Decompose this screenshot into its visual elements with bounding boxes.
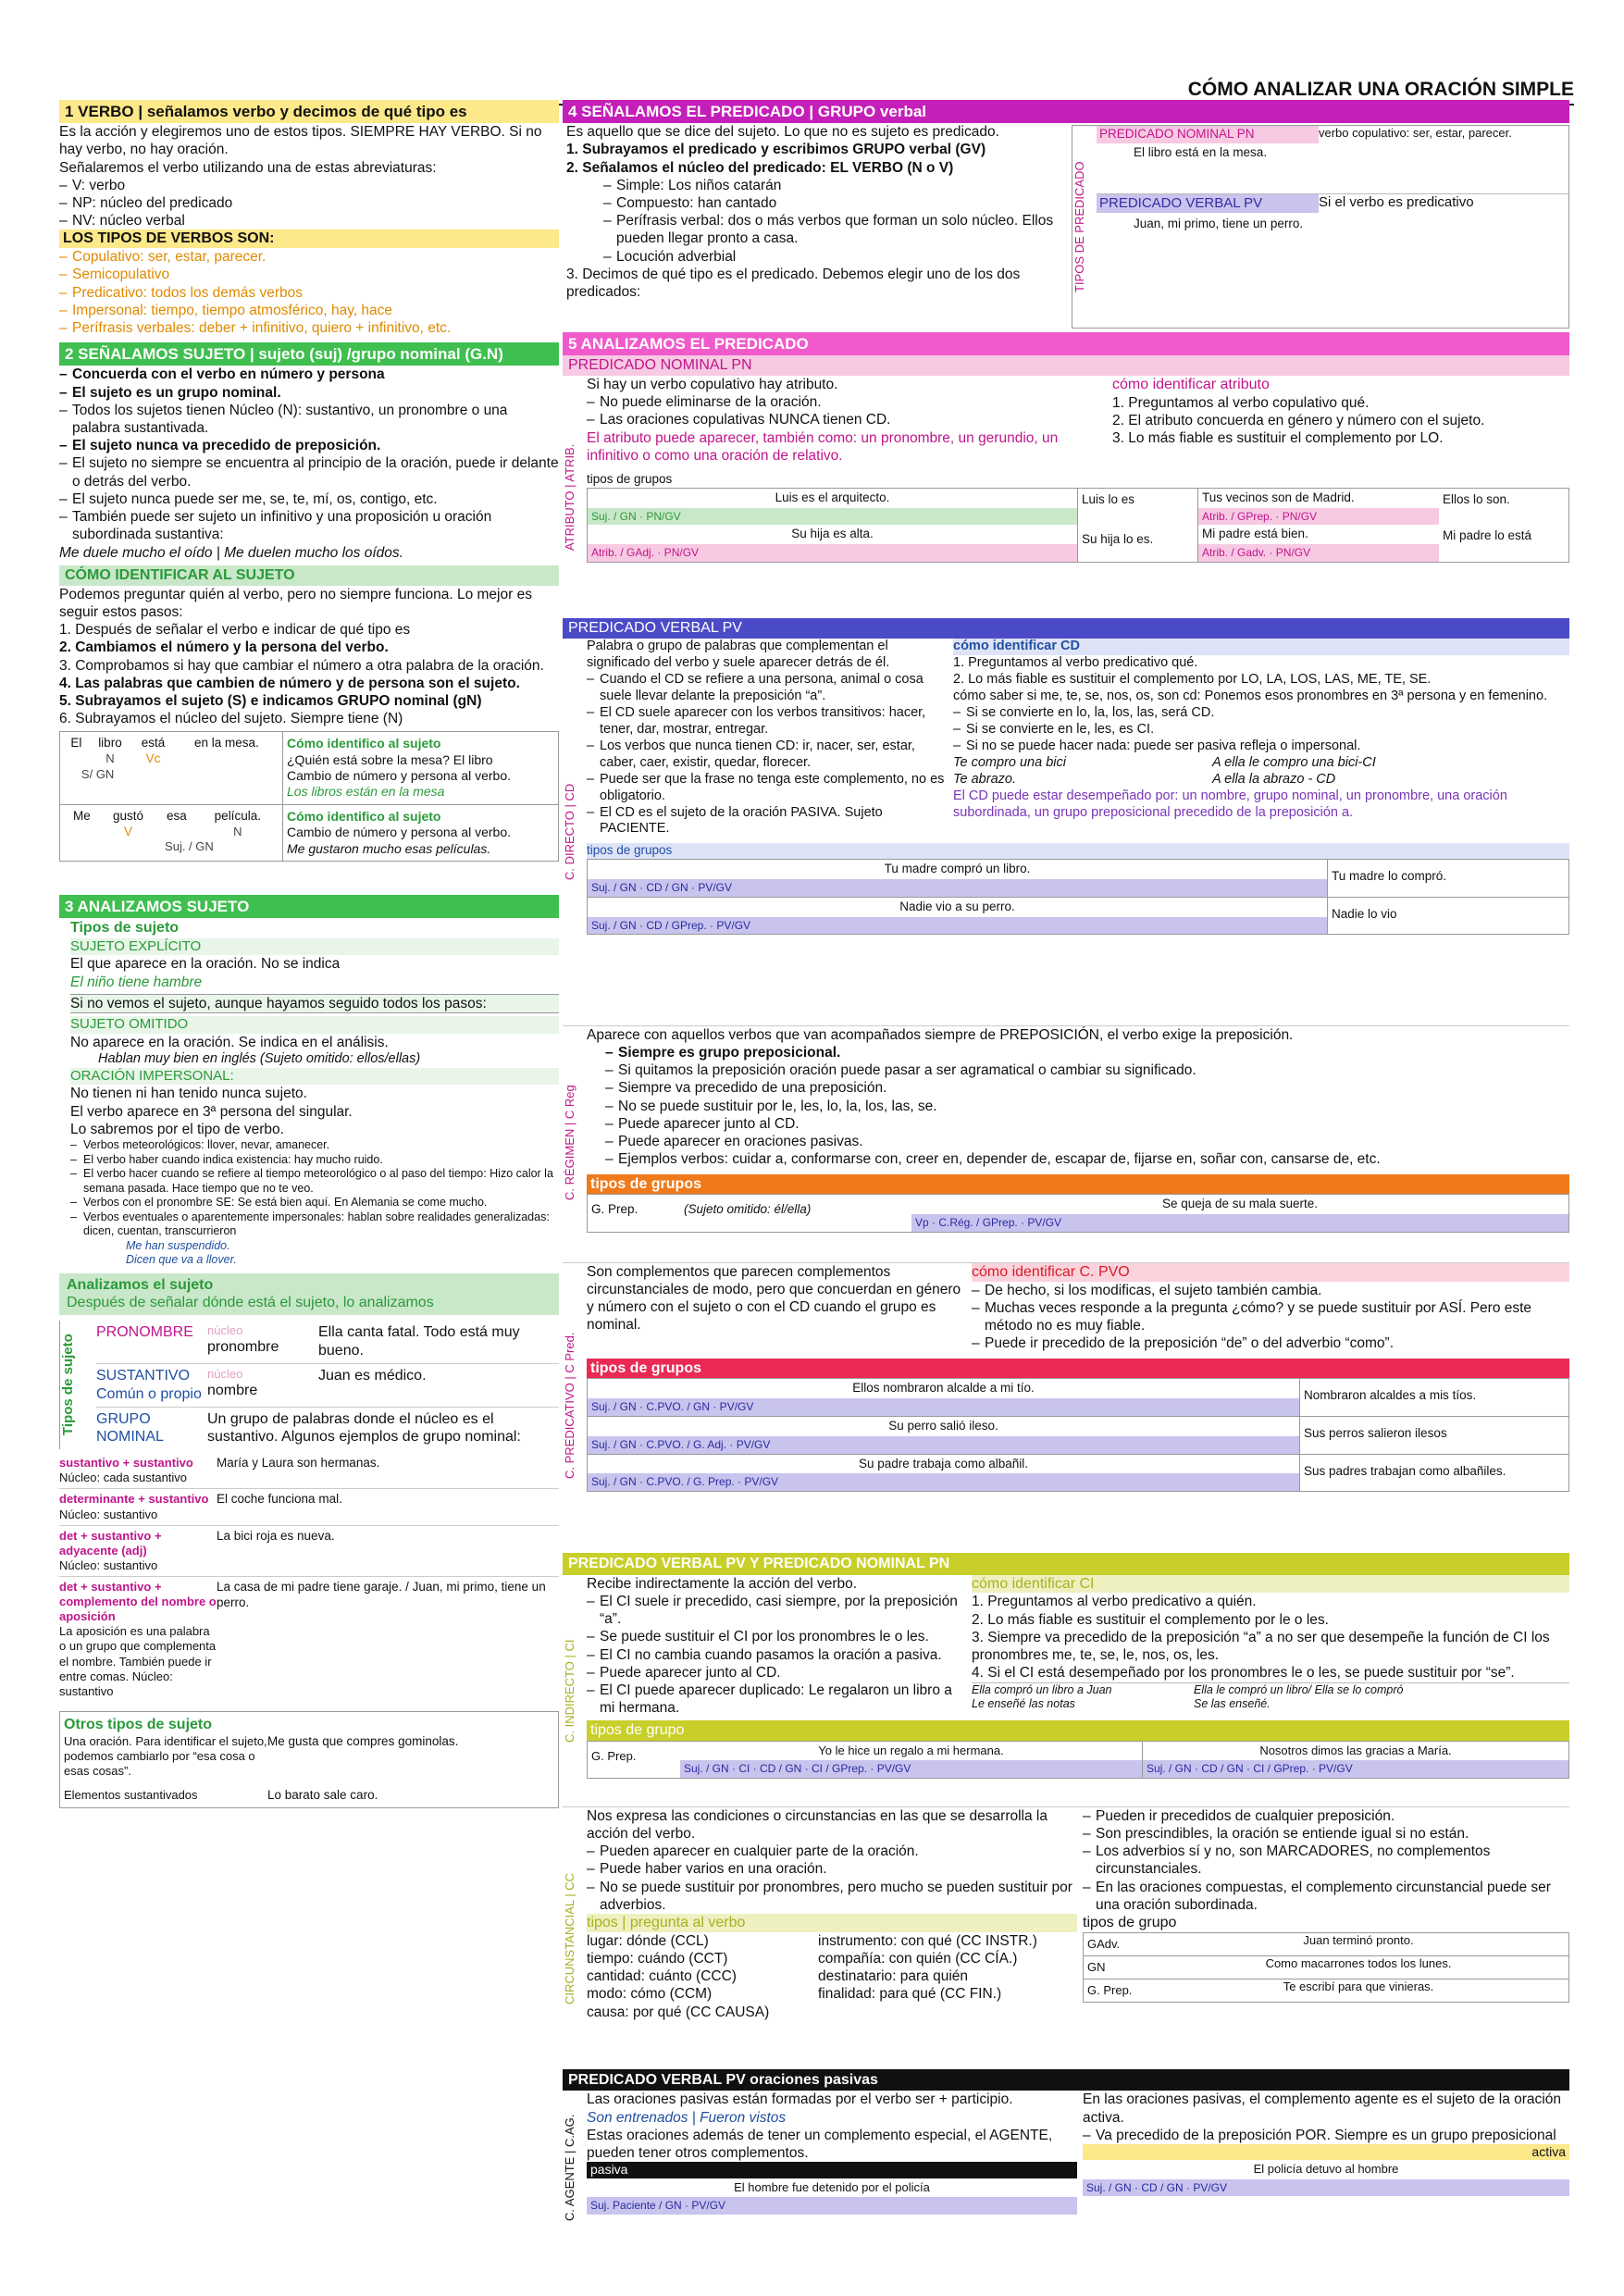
side-label: CIRCUNSTANCIAL | CC bbox=[563, 1872, 576, 2004]
pred-how: cómo identificar C. PVO bbox=[972, 1263, 1569, 1282]
ci-rule: – Puede aparecer junto al CD. bbox=[587, 1664, 966, 1682]
verb-kind: – Compuesto: han cantado bbox=[603, 194, 1068, 212]
cc-rule: – Pueden aparecer en cualquier parte de la oración. bbox=[587, 1843, 1077, 1860]
s3-header: 3 ANALIZAMOS SUJETO bbox=[59, 895, 559, 918]
question: Cambio de número y persona al verbo. bbox=[287, 825, 512, 840]
passive-bar: PREDICADO VERBAL PV oraciones pasivas bbox=[563, 2069, 1569, 2091]
tag: Vc bbox=[145, 751, 161, 766]
ci-example: Le enseñé las notas bbox=[972, 1697, 1075, 1711]
ci-step: 3. Siempre va precedido de la preposición “a” a no ser que desempeñe la función de CI los pronombres me, te, se, le, nos, os, les. bbox=[972, 1629, 1550, 1664]
atrib-sub: Ellos lo son. bbox=[1443, 491, 1510, 506]
ci-example: Ella compró un libro a Juan bbox=[972, 1682, 1112, 1696]
cd-note: cómo saber si me, te, se, nos, os, son cd: Ponemos esos pronombres en 3ª persona y en femenino. bbox=[953, 688, 1548, 703]
step: 1. Después de señalar el verbo e indicar de qué tipo es bbox=[59, 622, 411, 639]
omitted-example: Hablan muy bien en inglés (Sujeto omitido: ellos/ellas) bbox=[98, 1050, 421, 1066]
omitted-title: SUJETO OMITIDO bbox=[70, 1016, 559, 1034]
identify-subject-header: CÓMO IDENTIFICAR AL SUJETO bbox=[59, 565, 559, 586]
other-subject-box bbox=[59, 1711, 559, 1808]
pv-title: PREDICADO VERBAL PV bbox=[1097, 194, 1319, 214]
cc-rule: – Son prescindibles, la oración se entiende igual si no están. bbox=[1083, 1825, 1569, 1843]
impersonal-desc: No tienen ni han tenido nunca sujeto. bbox=[70, 1086, 307, 1102]
word: esa bbox=[166, 808, 187, 823]
step: 3. Comprobamos si hay que cambiar el número a otra palabra de la oración. bbox=[59, 657, 544, 674]
cc-type: lugar: dónde (CCL) bbox=[587, 1932, 709, 1949]
passive-example: Son entrenados | Fueron vistos bbox=[587, 2109, 787, 2126]
ci-group-ex: Yo le hice un regalo a mi hermana. bbox=[818, 1744, 1004, 1758]
cc-ex: Juan terminó pronto. bbox=[1303, 1932, 1414, 1947]
ci-rule: – El CI puede aparecer duplicado: Le regalaron un libro a mi hermana. bbox=[587, 1682, 966, 1717]
atrib-step: 1. Preguntamos al verbo copulativo qué. bbox=[1112, 394, 1370, 411]
tag: S/ GN bbox=[81, 766, 115, 781]
side-label: ATRIBUTO | ATRIB. bbox=[563, 443, 576, 551]
question: ¿Quién está sobre la mesa? El libro bbox=[287, 751, 493, 767]
subject-rule: – El sujeto nunca puede ser me, se, te, mí, os, contigo, etc. bbox=[59, 490, 559, 508]
reg-rule: – Puede aparecer en oraciones pasivas. bbox=[605, 1133, 1569, 1150]
ci-step: 2. Lo más fiable es sustituir el complemento por le o les. bbox=[972, 1611, 1329, 1628]
pn-example: El libro está en la mesa. bbox=[1134, 144, 1268, 159]
side-label: C. DIRECTO | CD bbox=[563, 783, 576, 880]
subject-types-list bbox=[59, 938, 559, 1268]
cd-step: 1. Preguntamos al verbo predicativo qué. bbox=[953, 654, 1198, 670]
atrib-step: 2. El atributo concuerda en género y número con el sujeto. bbox=[1112, 413, 1485, 429]
pred-intro: Son complementos que parecen complementos circunstanciales de modo, pero que concuerdan en género y número con el sujeto o con el CD cuando el grupo es nominal. bbox=[587, 1263, 961, 1334]
cd-pron-rule: – Si se convierte en le, les, es CI. bbox=[953, 722, 1569, 738]
cc-type: finalidad: para qué (CC FIN.) bbox=[818, 1986, 1002, 2003]
analyze-title: Analizamos el sujeto bbox=[67, 1276, 214, 1293]
atrib-sub: Luis lo es bbox=[1082, 491, 1135, 506]
active-ex: El policía detuvo al hombre bbox=[1253, 2162, 1399, 2177]
side-label: Tipos de sujeto bbox=[59, 1321, 87, 1449]
cd-rule: – El CD es el sujeto de la oración PASIVA. Sujeto PACIENTE. bbox=[587, 805, 948, 838]
gn-key: sustantivo + sustantivo bbox=[59, 1456, 193, 1471]
reg-rule: – Si quitamos la preposición oración puede pasar a ser agramatical o cambiar su significado. bbox=[605, 1061, 1569, 1079]
explicit-example: El niño tiene hambre bbox=[70, 974, 203, 990]
how-label: Cómo identifico al sujeto bbox=[287, 736, 441, 751]
verb-kind: – Simple: Los niños catarán bbox=[603, 177, 1068, 194]
question: Cambio de número y persona al verbo. bbox=[287, 768, 512, 784]
cd-group-sub: Nadie lo vio bbox=[1332, 906, 1397, 921]
side-label: TIPOS DE PREDICADO bbox=[1072, 161, 1086, 292]
gn-note: La aposición es una palabra o un grupo que complementa el nombre. También puede ir entre comas. Núcleo: sustantivo bbox=[59, 1624, 217, 1698]
pred-sub: Nombraron alcaldes a mis tíos. bbox=[1304, 1388, 1477, 1403]
atrib-ex: Su hija es alta. bbox=[791, 527, 874, 541]
word: Me bbox=[73, 808, 91, 823]
verb-types-title: LOS TIPOS DE VERBOS SON: bbox=[59, 230, 559, 248]
kind-v: Un grupo de palabras donde el núcleo es el sustantivo. Algunos ejemplos de grupo nominal: bbox=[207, 1410, 521, 1446]
gn-examples bbox=[59, 1453, 559, 1702]
subject-rule: – El sujeto no siempre se encuentra al principio de la oración, puede ir delante o detrás del verbo. bbox=[59, 454, 559, 490]
verb-type: – Semicopulativo bbox=[59, 266, 559, 283]
omitted-desc: No aparece en la oración. Se indica en el análisis. bbox=[70, 1034, 389, 1050]
groups-label: tipos de grupo bbox=[587, 1720, 1569, 1741]
subject-types-title: Tipos de sujeto bbox=[70, 919, 180, 936]
impersonal-item: – Verbos con el pronombre SE: Se está bien aquí. En Alemania se come mucho. bbox=[70, 1196, 559, 1210]
page-title: CÓMO ANALIZAR UNA ORACIÓN SIMPLE bbox=[556, 78, 1574, 105]
impersonal-sub: Me han suspendido. bbox=[126, 1238, 230, 1252]
subject-rule: – También puede ser sujeto un infinitivo y una proposición u oración subordinada sustantiva: bbox=[59, 508, 559, 543]
reg-intro: Aparece con aquellos verbos que van acompañados siempre de PREPOSICIÓN, el verbo exige la preposición. bbox=[587, 1026, 1294, 1043]
atrib-rule: – Las oraciones copulativas NUNCA tienen CD. bbox=[587, 411, 1105, 428]
cc-type: modo: cómo (CCM) bbox=[587, 1986, 713, 2003]
reg-rule: – Siempre es grupo preposicional. bbox=[605, 1044, 1569, 1061]
verb-kind: – Perífrasis verbal: dos o más verbos que forman un solo núcleo. Ellos pueden llegar pronto a casa. bbox=[603, 212, 1068, 247]
kind-n: núcleo bbox=[207, 1323, 243, 1338]
atrib-rule: – No puede eliminarse de la oración. bbox=[587, 393, 1105, 411]
cc-type: causa: por qué (CC CAUSA) bbox=[587, 2004, 770, 2020]
groups-label: tipos de grupo bbox=[1083, 1914, 1177, 1930]
pred-step: – De hecho, si los modificas, el sujeto también cambia. bbox=[972, 1282, 1569, 1299]
abbr-item: – V: verbo bbox=[59, 177, 559, 194]
pn-desc: verbo copulativo: ser, estar, parecer. bbox=[1319, 126, 1512, 141]
gn-note: Núcleo: sustantivo bbox=[59, 1507, 158, 1521]
gn-key: determinante + sustantivo bbox=[59, 1492, 209, 1507]
analyze-subject-box bbox=[59, 1273, 559, 1316]
ci-rule: – El CI no cambia cuando pasamos la oración a pasiva. bbox=[587, 1646, 966, 1664]
kind-example: Ella canta fatal. Todo está muy bueno. bbox=[318, 1324, 520, 1359]
side-label: C. RÉGIMEN | C Reg bbox=[563, 1084, 576, 1200]
atrib-ex: Luis es el arquitecto. bbox=[775, 490, 890, 504]
gn-note: Núcleo: sustantivo bbox=[59, 1558, 158, 1572]
passive-rule: Estas oraciones además de tener un complemento especial, el AGENTE, pueden tener otros complementos. bbox=[587, 2127, 1053, 2162]
kind-key: PRONOMBRE bbox=[96, 1324, 193, 1341]
impersonal-desc: Lo sabremos por el tipo de verbo. bbox=[70, 1121, 284, 1137]
ci-example: Ella le compró un libro/ Ella se lo compró bbox=[1194, 1682, 1404, 1696]
atrib-step: 3. Lo más fiable es sustituir el complemento por LO. bbox=[1112, 430, 1444, 447]
verb-kind: – Locución adverbial bbox=[603, 248, 1068, 266]
other-desc: Una oración. Para identificar el sujeto, podemos cambiarlo por “esa cosa o esas cosas”. bbox=[64, 1733, 267, 1778]
passive-ex: El hombre fue detenido por el policía bbox=[734, 2179, 930, 2194]
passive-rule: – Va precedido de la preposición POR. Siempre es un grupo preposicional bbox=[1083, 2127, 1569, 2144]
pred-step: – Puede ir precedido de la preposición “de” o del adverbio “como”. bbox=[972, 1334, 1569, 1352]
cd-pron-rule: – Si se convierte en lo, la, los, las, será CD. bbox=[953, 705, 1569, 722]
ci-rule: – Se puede sustituir el CI por los pronombres le o les. bbox=[587, 1628, 966, 1645]
gn-sentence: La casa de mi padre tiene garaje. / Juan, mi primo, tiene un perro. bbox=[217, 1579, 546, 1609]
pred-ex: Su perro salió ileso. bbox=[888, 1418, 998, 1433]
left-column bbox=[59, 100, 559, 2256]
kind-v: nombre bbox=[207, 1383, 258, 1398]
cd-rule: – Cuando el CD se refiere a una persona, animal o cosa suele llevar delante la preposición “a”. bbox=[587, 672, 948, 705]
subject-example: Me duele mucho el oído | Me duelen mucho los oídos. bbox=[59, 544, 403, 561]
cc-rule: – Pueden ir precedidos de cualquier preposición. bbox=[1083, 1807, 1569, 1825]
tag: N bbox=[233, 824, 242, 838]
gn-key: det + sustantivo + complemento del nombre o aposición bbox=[59, 1579, 217, 1624]
verb-type: – Predicativo: todos los demás verbos bbox=[59, 284, 559, 302]
cd-group-ex: Nadie vio a su perro. bbox=[899, 899, 1015, 913]
s4-header: 4 SEÑALAMOS EL PREDICADO | GRUPO verbal bbox=[563, 100, 1569, 123]
word: en la mesa. bbox=[194, 736, 259, 751]
subject-kinds bbox=[59, 1321, 559, 1449]
explicit-desc: El que aparece en la oración. No se indica bbox=[70, 956, 341, 973]
s4-p: Es aquello que se dice del sujeto. Lo que no es sujeto es predicado. bbox=[566, 124, 999, 141]
s4-step: 3. Decimos de qué tipo es el predicado. Debemos elegir uno de los dos predicados: bbox=[566, 266, 1021, 301]
cd-more: El CD puede estar desempeñado por: un nombre, grupo nominal, un pronombre, una oración subordinada, un grupo preposicional precedido de la preposición a. bbox=[953, 788, 1507, 820]
cd-step: 2. Lo más fiable es sustituir el complemento por LO, LA, LOS, LAS, ME, TE, SE. bbox=[953, 671, 1432, 687]
atrib-ex: Tus vecinos son de Madrid. bbox=[1202, 490, 1355, 504]
gn-sentence: El coche funciona mal. bbox=[217, 1492, 342, 1507]
s2-header: 2 SEÑALAMOS SUJETO | sujeto (suj) /grupo nominal (G.N) bbox=[59, 342, 559, 366]
pred-ex: Ellos nombraron alcalde a mi tío. bbox=[852, 1381, 1035, 1396]
cc-type: instrumento: con qué (CC INSTR.) bbox=[818, 1932, 1037, 1949]
pred-step: – Muchas veces responde a la pregunta ¿cómo? y se puede sustituir por ASÍ. Pero este método no es muy fiable. bbox=[972, 1299, 1569, 1334]
cc-rule: – En las oraciones compuestas, el complemento circunstancial puede ser una oración subordinada. bbox=[1083, 1879, 1569, 1914]
verb-type: – Impersonal: tiempo, tiempo atmosférico, hay, hace bbox=[59, 302, 559, 319]
cc-ex: Te escribí para que vinieras. bbox=[1283, 1980, 1434, 1993]
other-title: Otros tipos de sujeto bbox=[64, 1716, 213, 1732]
impersonal-item: – Verbos meteorológicos: llover, nevar, amanecer. bbox=[70, 1138, 559, 1153]
side-label: C. INDIRECTO | CI bbox=[563, 1638, 576, 1743]
word: está bbox=[141, 736, 166, 751]
cc-ex: Como macarrones todos los lunes. bbox=[1265, 1955, 1452, 1970]
atrib-rule: Si hay un verbo copulativo hay atributo. bbox=[587, 376, 838, 392]
pv-example: Juan, mi primo, tiene un perro. bbox=[1134, 217, 1304, 231]
answer: Los libros están en la mesa bbox=[287, 784, 445, 800]
analyze-desc: Después de señalar dónde está el sujeto, lo analizamos bbox=[67, 1295, 434, 1311]
ci-how: cómo identificar CI bbox=[972, 1575, 1569, 1594]
ci-intro: Recibe indirectamente la acción del verbo. bbox=[587, 1575, 858, 1592]
ci-group-ex: Nosotros dimos las gracias a María. bbox=[1259, 1744, 1452, 1758]
groups-label: tipos de grupos bbox=[587, 472, 673, 487]
cd-example: Te compro una bici bbox=[953, 754, 1066, 770]
other-desc: Elementos sustantivados bbox=[64, 1788, 198, 1802]
cd-rule: – Puede ser que la frase no tenga este complemento, no es obligatorio. bbox=[587, 772, 948, 805]
step: 6. Subrayamos el núcleo del sujeto. Siempre tiene (N) bbox=[59, 711, 403, 727]
subject-rule: – El sujeto es un grupo nominal. bbox=[59, 384, 559, 402]
gn-note: Núcleo: cada sustantivo bbox=[59, 1471, 188, 1485]
kind-example: Juan es médico. bbox=[318, 1367, 427, 1384]
groups-label: tipos de grupos bbox=[587, 1174, 1569, 1195]
gn-sentence: La bici roja es nueva. bbox=[217, 1528, 335, 1543]
cd-group-ex: Tu madre compró un libro. bbox=[884, 862, 1031, 876]
cc-type: compañía: con quién (CC CÍA.) bbox=[818, 1951, 1018, 1967]
atrib-ex: Mi padre está bien. bbox=[1202, 527, 1308, 541]
tag: V bbox=[123, 824, 132, 838]
subject-rule: – El sujeto nunca va precedido de preposición. bbox=[59, 437, 559, 454]
s1-p1: Es la acción y elegiremos uno de estos tipos. SIEMPRE HAY VERBO. Si no hay verbo, no hay oración. bbox=[59, 124, 542, 158]
abbr-item: – NV: núcleo verbal bbox=[59, 212, 559, 230]
s1-p2: Señalaremos el verbo utilizando una de estas abreviaturas: bbox=[59, 159, 437, 176]
pred-sub: Sus padres trabajan como albañiles. bbox=[1304, 1463, 1506, 1478]
pv-pn-bar: PREDICADO VERBAL PV Y PREDICADO NOMINAL PN bbox=[563, 1553, 1569, 1575]
atrib-sub: Mi padre lo está bbox=[1443, 528, 1532, 543]
ci-example: Se las enseñé. bbox=[1194, 1697, 1271, 1711]
verb-type: – Copulativo: ser, estar, parecer. bbox=[59, 248, 559, 266]
ci-rule: – El CI suele ir precedido, casi siempre, por la preposición “a”. bbox=[587, 1593, 966, 1628]
reg-rule: – Ejemplos verbos: cuidar a, conformarse con, creer en, depender de, escapar de, fijarse en, soñar con, cansarse de, etc. bbox=[605, 1150, 1569, 1168]
side-label: C. PREDICATIVO | C Pred. bbox=[563, 1332, 576, 1479]
s1-header: 1 VERBO | señalamos verbo y decimos de qué tipo es bbox=[59, 100, 559, 123]
tag: N bbox=[105, 751, 115, 766]
s4-step: 2. Señalamos el núcleo del predicado: EL VERBO (N o V) bbox=[566, 159, 954, 176]
passive-label: pasiva bbox=[587, 2162, 1077, 2178]
pred-sub: Sus perros salieron ilesos bbox=[1304, 1425, 1447, 1440]
step: 5. Subrayamos el sujeto (S) e indicamos GRUPO nominal (gN) bbox=[59, 692, 482, 709]
word: El bbox=[70, 736, 82, 751]
step: 4. Las palabras que cambien de número y de persona son el sujeto. bbox=[59, 675, 520, 691]
groups-label: tipos de grupos bbox=[587, 843, 1569, 859]
impersonal-desc: El verbo aparece en 3ª persona del singular. bbox=[70, 1103, 353, 1120]
word: libro bbox=[98, 736, 122, 751]
pn-title: PREDICADO NOMINAL PN bbox=[1097, 126, 1319, 143]
cc-intro: Nos expresa las condiciones o circunstancias en las que se desarrolla la acción del verbo. bbox=[587, 1807, 1048, 1842]
cd-intro: Palabra o grupo de palabras que complementan el significado del verbo y suele aparecer detrás de él. bbox=[587, 638, 890, 670]
atrib-how: cómo identificar atributo bbox=[1112, 376, 1270, 392]
verb-type: – Perífrasis verbales: deber + infinitivo, quiero + infinitivo, etc. bbox=[59, 319, 559, 337]
cd-rule: – El CD suele aparecer con los verbos transitivos: hacer, tener, dar, mostrar, entregar. bbox=[587, 705, 948, 738]
abbr-item: – NP: núcleo del predicado bbox=[59, 194, 559, 212]
cd-example: Te abrazo. bbox=[953, 771, 1016, 787]
cc-rule: – No se puede sustituir por pronombres, pero mucho se pueden sustituir por adverbios. bbox=[587, 1879, 1077, 1914]
cc-type: tiempo: cuándo (CCT) bbox=[587, 1951, 728, 1967]
impersonal-sub: Dicen que va a llover. bbox=[126, 1253, 237, 1267]
explicit-title: SUJETO EXPLÍCITO bbox=[70, 938, 559, 956]
reg-ex: Se queja de su mala suerte. bbox=[1161, 1197, 1319, 1211]
answer: Me gustaron mucho esas películas. bbox=[287, 840, 491, 856]
cc-types: tipos | pregunta al verbo bbox=[587, 1914, 1077, 1932]
impersonal-title: ORACIÓN IMPERSONAL: bbox=[70, 1068, 559, 1086]
cd-group-sub: Tu madre lo compró. bbox=[1332, 869, 1447, 884]
active-label: activa bbox=[1083, 2144, 1569, 2160]
subject-rule: – Concuerda con el verbo en número y persona bbox=[59, 366, 559, 383]
cc-type: destinatario: para quién bbox=[818, 1968, 969, 1985]
other-sentence: Me gusta que compres gominolas. bbox=[267, 1733, 459, 1748]
reg-omitted: (Sujeto omitido: él/ella) bbox=[684, 1202, 812, 1217]
kind-n: núcleo bbox=[207, 1366, 243, 1381]
impersonal-item: – Verbos eventuales o aparentemente impersonales: hablan sobre realidades generalizadas: dicen, cuentan, transcurrieron bbox=[70, 1210, 559, 1239]
ci-step: 4. Si el CI está desempeñado por los pronombres le o les, se puede sustituir por “se”. bbox=[972, 1665, 1515, 1682]
cd-example: A ella la abrazo - CD bbox=[1212, 771, 1336, 787]
omitted-note: Si no vemos el sujeto, aunque hayamos seguido todos los pasos: bbox=[70, 994, 559, 1013]
pv-desc: Si el verbo es predicativo bbox=[1319, 193, 1474, 210]
cd-example: A ella le compro una bici-CI bbox=[1212, 754, 1376, 770]
groups-label: tipos de grupos bbox=[587, 1359, 1569, 1379]
s4-step: 1. Subrayamos el predicado y escribimos GRUPO verbal (GV) bbox=[566, 142, 986, 158]
reg-rule: – No se puede sustituir por le, les, lo, la, los, las, se. bbox=[605, 1098, 1569, 1115]
passive-rule: En las oraciones pasivas, el complemento agente es el sujeto de la oración activa. bbox=[1083, 2091, 1561, 2126]
cc-rule: – Puede haber varios en una oración. bbox=[587, 1860, 1077, 1878]
cd-rule: – Los verbos que nunca tienen CD: ir, nacer, ser, estar, caber, caer, existir, quedar, florecer. bbox=[587, 738, 948, 772]
ci-step: 1. Preguntamos al verbo predicativo a quién. bbox=[972, 1594, 1257, 1610]
subject-rule: – Todos los sujetos tienen Núcleo (N): sustantivo, un pronombre o una palabra sustantivada. bbox=[59, 402, 559, 437]
impersonal-item: – El verbo hacer cuando se refiere al tiempo meteorológico o al paso del tiempo: Hizo calor la semana pasada. Hace tiempo que no te veo. bbox=[70, 1167, 559, 1196]
s5-header: 5 ANALIZAMOS EL PREDICADO bbox=[563, 332, 1569, 355]
identify-intro: Podemos preguntar quién al verbo, pero no siempre funciona. Lo mejor es seguir estos pasos: bbox=[59, 586, 532, 620]
pv-bar: PREDICADO VERBAL PV bbox=[563, 618, 1569, 639]
passive-rule: Las oraciones pasivas están formadas por el verbo ser + participio. bbox=[587, 2091, 1013, 2108]
cc-rule: – Los adverbios sí y no, son MARCADORES, no complementos circunstanciales. bbox=[1083, 1843, 1569, 1878]
cc-type: cantidad: cuánto (CCC) bbox=[587, 1968, 737, 1985]
side-label: C. AGENTE | C.AG. bbox=[563, 2114, 576, 2222]
how-label: Cómo identifico al sujeto bbox=[287, 808, 441, 824]
impersonal-item: – El verbo haber cuando indica existencia: hay mucho ruido. bbox=[70, 1153, 559, 1168]
tag: Suj. / GN bbox=[165, 839, 214, 854]
atrib-rule: El atributo puede aparecer, también como: un pronombre, un gerundio, un infinitivo o como una oración de relativo. bbox=[587, 429, 1059, 464]
right-column: 4 SEÑALAMOS EL PREDICADO | GRUPO verbal Es aquello que se dice del sujeto. Lo que no es sujeto es predicado. 1. Subrayamos el predicado y escribimos GRUPO verbal (GV) 2. Señalamos el núcleo del predicado: EL VERBO (N o V) – Simple: Los niños catarán – Compuesto: han cantado – Perífrasis verbal: dos o más verbos que forman un solo núcleo. Ellos pueden llegar pronto a casa. – Locución adverbial 3. Decimos de qué tipo es el predicado. Debemos elegir uno de los dos predicados: TIPOS DE PREDICADO PREDICADO NOMINAL PN verbo copulativo: ser, estar, parecer. El libro está en la mesa. PREDICADO VERBAL PV Si el verbo es predicativo Juan, mi primo, tiene un perro. 5 ANALIZAMOS EL PREDICADO PREDICADO NOMINAL PN ATRIBUTO | ATRIB. Si hay un verbo copulativo hay atributo. – No puede eliminarse de la oración. – Las oraciones copulativas NUNCA tienen CD. El atributo puede aparecer, también como: un pronombre, un gerundio, un infinitivo o como una oración de relativo. cómo identificar atributo 1. Preguntamos al verbo copulativo qué. 2. El atributo concuerda en género y número con el sujeto. 3. Lo más fiable es sustituir el complemento por LO. tipos de grupos Luis es el arquitecto. Suj. / GN · PN/GV Su hija es alta. Atrib. / GAdj. · PN/GV Luis lo es Su hija lo es. Tus vecinos son de Madrid. Atrib. / GPrep. · PN/GV Ellos lo son. Mi padre está bien. Atrib. / Gadv. · PN/GV Mi padre lo está PREDICADO VERBAL PV C. DIRECTO | CD Palabra o grupo de palabras que complementan el significado del verbo y suele aparecer detrás de él. – Cuando el CD se refiere a una persona, animal o cosa suele llevar delante la preposición “a”. – El CD suele aparecer con los verbos transitivos: hacer, tener, dar, mostrar, entregar. – Los verbos que nunca tienen CD: ir, nacer, ser, estar, caber, caer, existir, quedar, florecer. – Puede ser que la frase no tenga este complemento, no es obligatorio. – El CD es el sujeto de la oración PASIVA. Sujeto PACIENTE. cómo identificar CD 1. Preguntamos al verbo predicativo qué. 2. Lo más fiable es sustituir el complemento por LO, LA, LOS, LAS, ME, TE, SE. cómo saber si me, te, se, nos, os, son cd: Ponemos esos pronombres en 3ª persona y en femenino. – Si se convierte en lo, la, los, las, será CD. – Si se convierte en le, les, es CI. – Si no se puede hacer nada: puede ser pasiva refleja o impersonal. Te compro una bici A ella le compro una bici-CI Te abrazo. A ella la abrazo - CD El CD puede estar desempeñado por: un nombre, grupo nominal, un pronombre, una oración subordinada, un grupo preposicional precedido de la preposición a. tipos de grupos Tu madre compró un libro. Suj. / GN · CD / GN · PV/GV Tu madre lo compró. Nadie vio a su perro. Suj. / GN · CD / GPrep. · PV/GV Nadie lo vio C. RÉGIMEN | C Reg Aparece con aquellos verbos que van acompañados siempre de PREPOSICIÓN, el verbo exige la preposición. – Siempre es grupo preposicional. – Si quitamos la preposición oración puede pasar a ser agramatical o cambiar su significado. – Siempre va precedido de una preposición. – No se puede sustituir por le, les, lo, la, los, las, se. – Puede aparecer junto al CD. – Puede aparecer en oraciones pasivas. – Ejemplos verbos: cuidar a, conformarse con, creer en, depender de, escapar de, fijarse en, soñar con, cansarse de, etc. tipos de grupos G. Prep. (Sujeto omitido: él/ella) Se queja de su mala suerte. Vp · C.Rég. / GPrep. · PV/GV C. PREDICATIVO | C Pred. Son complementos que parecen complementos circunstanciales de modo, pero que concuerdan en género y número con el sujeto o con el CD cuando el grupo es nominal. cómo identificar C. PVO – De hecho, si los modificas, el sujeto también cambia. – Muchas veces responde a la pregunta ¿cómo? y se puede sustituir por ASÍ. Pero este método no es muy fiable. – Puede ir precedido de la preposición “de” o del adverbio “como”. tipos de grupos Ellos nombraron alcalde a mi tío. Suj. / GN · C.PVO. / GN · PV/GV Nombraron alcaldes a mis tíos. Su perro salió ileso. Suj. / GN · C.PVO. / G. Adj. · PV/GV Sus perros salieron ilesos Su padre trabaja como albañil. Suj. / GN · C.PVO. / G. Prep. · PV/GV Sus padres trabajan como albañiles. PREDICADO VERBAL PV Y PREDICADO NOMINAL PN C. INDIRECTO | CI Recibe indirectamente la acción del verbo. – El CI suele ir precedido, casi siempre, por la preposición “a”. – Se puede sustituir el CI por los pronombres le o les. – El CI no cambia cuando pasamos la oración a pasiva. – Puede aparecer junto al CD. – El CI puede aparecer duplicado: Le regalaron un libro a mi hermana. cómo identificar CI 1. Preguntamos al verbo predicativo a quién. 2. Lo más fiable es sustituir el complemento por le o les. 3. Siempre va precedido de la preposición “a” a no ser que desempeñe la función de CI los pronombres me, te, se, le, nos, os, les. 4. Si el CI está desempeñado por los pronombres le o les, se puede sustituir por “se”. Ella compró un libro a Juan Ella le compró un libro/ Ella se lo compró Le enseñé las notas Se las enseñé. tipos de grupo G. Prep. Yo le hice un regalo a mi hermana. Suj. / GN · CI · CD / GN · CI / GPrep. · PV/GV Nosotros dimos las gracias a María. Suj. / GN · CD / GN · CI / GPrep. · PV/GV CIRCUNSTANCIAL | CC Nos expresa las condiciones o circunstancias en las que se desarrolla la acción del verbo. – Pueden aparecer en cualquier parte de la oración. – Puede haber varios en una oración. – No se puede sustituir por pronombres, pero mucho se pueden sustituir por adverbios. tipos | pregunta al verbo lugar: dónde (CCL) tiempo: cuándo (CCT) cantidad: cuánto (CCC) modo: cómo (CCM) causa: por qué (CC CAUSA) instrumento: con qué (CC INSTR.) compañía: con quién (CC CÍA.) destinatario: para quién finalidad: para qué (CC FIN.) – Pueden ir precedidos de cualquier preposición. – Son prescindibles, la oración se entiende igual si no están. – Los adverbios sí y no, son MARCADORES, no complementos circunstanciales. – En las oraciones compuestas, el complemento circunstancial puede ser una oración subordinada. tipos de grupo GAdv. Juan terminó pronto. GN Como macarrones todos los lunes. G. Prep. Te escribí para que vinieras. PREDICADO VERBAL PV oraciones pasivas C. AGENTE | C.AG. Las oraciones pasivas están formadas por el verbo ser + participio. Son entrenados | Fueron vistos Estas oraciones además de tener un complemento especial, el AGENTE, pueden tener otros complementos. pasiva El hombre fue detenido por el policía Suj. Paciente / GN · PV/GV En las oraciones pasivas, el complemento agente es el sujeto de la oración activa. – Va precedido de la preposición POR. Siempre es un grupo preposicional activa El policía detuvo al hombre Suj. / GN · CD / GN · PV/GV bbox=[563, 100, 1569, 2256]
cd-how: cómo identificar CD bbox=[953, 639, 1569, 655]
atrib-sub: Su hija lo es. bbox=[1082, 531, 1154, 546]
word: película. bbox=[214, 808, 261, 823]
other-sentence: Lo barato sale caro. bbox=[267, 1788, 378, 1802]
kind-key: GRUPO NOMINAL bbox=[96, 1410, 164, 1446]
subject-examples-box bbox=[59, 731, 559, 862]
gn-sentence: María y Laura son hermanas. bbox=[217, 1456, 380, 1471]
pn-bar: PREDICADO NOMINAL PN bbox=[563, 355, 1569, 376]
reg-rule: – Puede aparecer junto al CD. bbox=[605, 1115, 1569, 1133]
reg-rule: – Siempre va precedido de una preposición. bbox=[605, 1079, 1569, 1097]
pred-ex: Su padre trabaja como albañil. bbox=[858, 1456, 1029, 1471]
gn-key: det + sustantivo + adyacente (adj) bbox=[59, 1528, 162, 1558]
kind-v: pronombre bbox=[207, 1339, 279, 1356]
word: gustó bbox=[112, 808, 143, 823]
cd-pron-rule: – Si no se puede hacer nada: puede ser pasiva refleja o impersonal. bbox=[953, 738, 1569, 755]
kind-key: SUSTANTIVO Común o propio bbox=[96, 1367, 202, 1402]
step: 2. Cambiamos el número y la persona del verbo. bbox=[59, 639, 389, 656]
